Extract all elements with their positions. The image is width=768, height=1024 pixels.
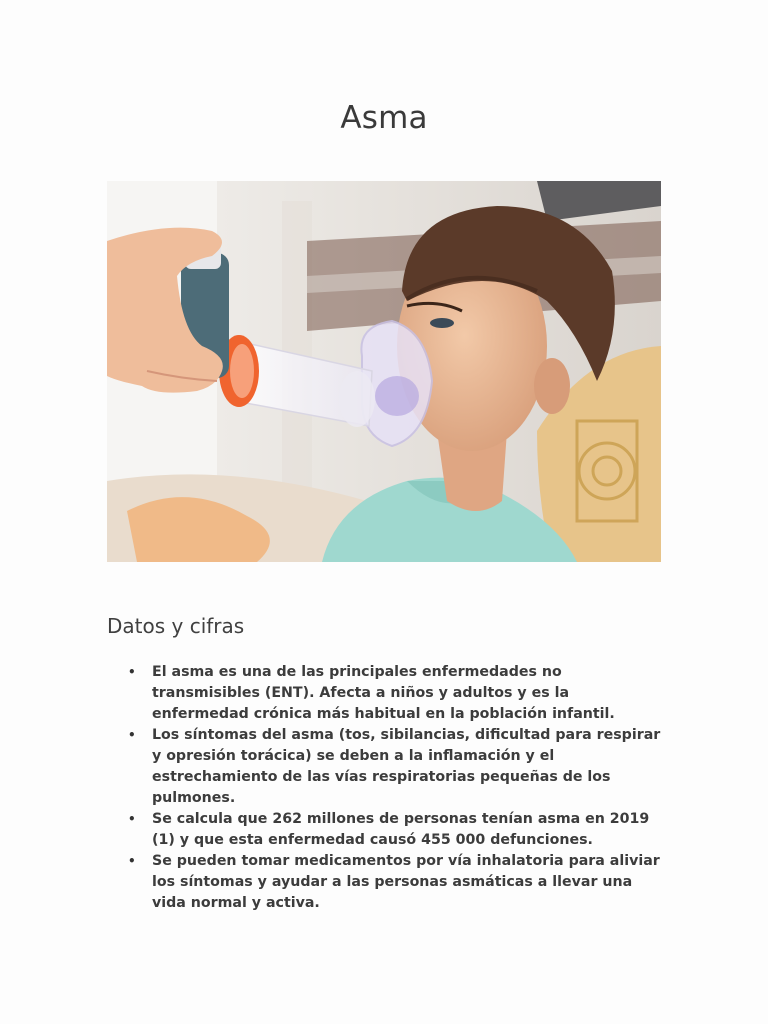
list-item	[128, 725, 667, 809]
bullet-icon: •	[128, 728, 136, 742]
bullet-icon: •	[128, 854, 136, 868]
list-item	[128, 809, 667, 851]
list-item	[128, 851, 667, 914]
bullet-icon: •	[128, 812, 136, 826]
list-item-text: Los síntomas del asma (tos, sibilancias, dificultad para respirar y opresión torácica) se deben a la inflamación y el estrechamiento de las vías respiratorias pequeñas de los pulmones.	[152, 727, 661, 806]
page-title: Asma	[340, 100, 428, 136]
facts-list	[107, 662, 667, 914]
list-item	[128, 662, 667, 725]
list-item-text: Se calcula que 262 millones de personas tenían asma en 2019 (1) y que esta enfermedad causó 455 000 defunciones.	[152, 811, 650, 848]
section-heading: Datos y cifras	[107, 614, 245, 638]
list-item-text: El asma es una de las principales enfermedades no transmisibles (ENT). Afecta a niños y adultos y es la enfermedad crónica más habitual en la población infantil.	[152, 664, 615, 722]
bullet-icon: •	[128, 665, 136, 679]
hero-photo	[107, 181, 661, 562]
list-item-text: Se pueden tomar medicamentos por vía inhalatoria para aliviar los síntomas y ayudar a las personas asmáticas a llevar una vida normal y activa.	[152, 853, 660, 911]
